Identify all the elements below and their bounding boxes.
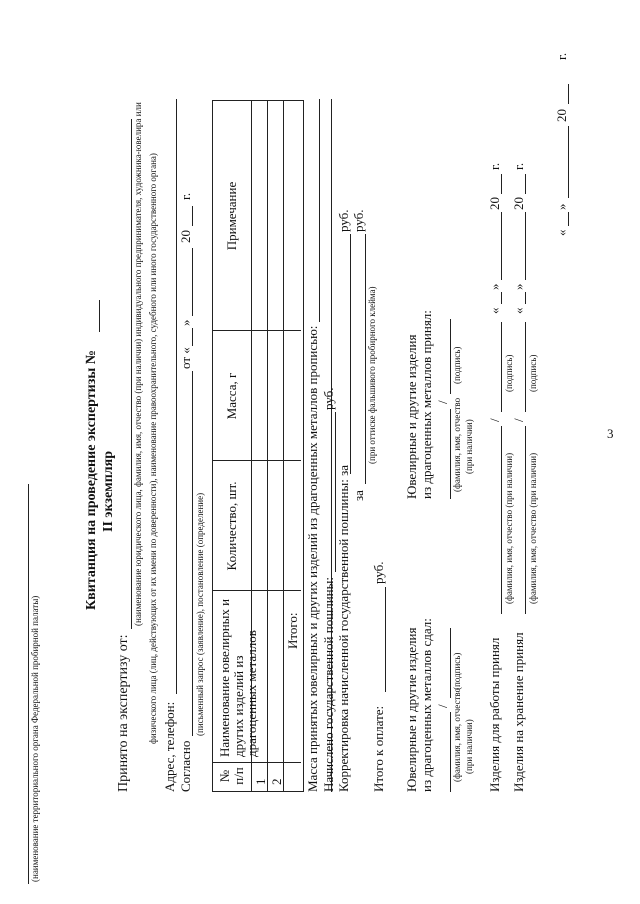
for-storage-slash: / bbox=[511, 418, 526, 422]
fee-correction-line-1 bbox=[350, 234, 351, 474]
handed-over-caption-sign: (подпись) bbox=[452, 652, 462, 690]
agreement-year-line bbox=[192, 206, 193, 226]
accepted-from-line bbox=[131, 119, 132, 629]
territorial-caption: (наименование территориального органа Федеральной пробирной палаты) bbox=[30, 595, 40, 882]
received-caption-name-2: (при наличии) bbox=[464, 419, 474, 474]
final-year-prefix: 20 bbox=[554, 109, 569, 122]
final-day-line bbox=[568, 212, 569, 226]
territorial-line bbox=[28, 484, 29, 884]
for-storage-label: Изделия на хранение принял bbox=[511, 632, 526, 792]
received-line-2: из драгоценных металлов принял: bbox=[419, 310, 434, 499]
total-payment-line bbox=[385, 587, 386, 692]
agreement-label: Согласно bbox=[178, 740, 193, 792]
agreement-year-suffix: г. bbox=[178, 192, 193, 200]
table-row-divider bbox=[267, 101, 268, 791]
for-work-date-open: « bbox=[487, 307, 502, 314]
for-work-caption-sign: (подпись) bbox=[504, 354, 514, 392]
fee-correction-rub-1: руб. bbox=[336, 209, 351, 232]
page-number: 3 bbox=[607, 426, 614, 441]
header-mass: Масса, г bbox=[224, 372, 239, 420]
agreement-caption: (письменный запрос (заявление), постановление (определение) bbox=[195, 492, 205, 736]
for-work-slash: / bbox=[487, 418, 502, 422]
for-storage-year-suffix: г. bbox=[511, 162, 526, 170]
for-work-caption-name: (фамилия, имя, отчество (при наличии) bbox=[504, 452, 514, 604]
handed-over-line-1: Ювелирные и другие изделия bbox=[404, 627, 419, 792]
mass-text: Масса принятых ювелирных и других изделий из драгоценных металлов прописью: bbox=[305, 325, 320, 792]
fee-accrued-label: Начислено государственной пошлины: bbox=[321, 577, 336, 792]
received-caption-sign: (подпись) bbox=[452, 346, 462, 384]
for-work-month-line bbox=[501, 212, 502, 280]
fee-accrued-rub: руб. bbox=[321, 387, 336, 410]
handed-over-caption-name: (фамилия, имя, отчество bbox=[452, 687, 462, 782]
for-work-year-prefix: 20 bbox=[487, 197, 502, 210]
fee-correction-line-2 bbox=[365, 234, 366, 484]
final-year-line bbox=[568, 84, 569, 104]
title-number-line bbox=[99, 300, 100, 332]
fee-correction-rub-2: руб. bbox=[351, 209, 366, 232]
fee-stamp-caption: (при оттиске фальшивого пробирного клейма) bbox=[367, 286, 377, 464]
fee-correction-label: Корректировка начисленной государственной пошлины: за bbox=[336, 465, 351, 792]
received-name-line bbox=[450, 409, 451, 499]
received-line-1: Ювелирные и другие изделия bbox=[404, 334, 419, 499]
final-date-close: » bbox=[554, 203, 569, 210]
header-name: Наименование ювелирных и других изделий из драгоценных металлов bbox=[217, 598, 260, 757]
for-storage-sign-line bbox=[525, 322, 526, 412]
agreement-quote-close: » bbox=[178, 319, 193, 326]
for-storage-month-line bbox=[525, 212, 526, 280]
table-row-number: 1 bbox=[253, 778, 268, 785]
handed-over-caption-name-2: (при наличии) bbox=[464, 719, 474, 774]
final-year-suffix: г. bbox=[554, 52, 569, 60]
total-payment-rub: руб. bbox=[371, 561, 386, 584]
for-storage-date-close: » bbox=[511, 283, 526, 290]
for-work-sign-line bbox=[501, 322, 502, 412]
for-storage-name-line bbox=[525, 426, 526, 614]
copy-label: II экземпляр bbox=[101, 451, 116, 532]
agreement-month-line bbox=[192, 248, 193, 316]
final-month-line bbox=[568, 126, 569, 198]
for-work-date-close: » bbox=[487, 283, 502, 290]
address-line bbox=[176, 99, 177, 694]
table-row-number: 2 bbox=[269, 778, 284, 785]
accepted-from-caption-1: (наименование юридического лица, фамилия, имя, отчество (при наличии) индивидуального предпринимателя, художника-ювелира или bbox=[133, 102, 143, 626]
handed-over-line-2: из драгоценных металлов сдал: bbox=[419, 618, 434, 792]
for-work-year-line bbox=[501, 174, 502, 194]
agreement-year-prefix: 20 bbox=[178, 230, 193, 243]
agreement-line bbox=[192, 371, 193, 736]
header-num: № п/п bbox=[217, 767, 246, 785]
for-work-day-line bbox=[501, 292, 502, 304]
address-label: Адрес, телефон: bbox=[162, 701, 177, 792]
mass-line-1 bbox=[319, 99, 320, 322]
for-storage-caption-sign: (подпись) bbox=[528, 354, 538, 392]
for-storage-caption-name: (фамилия, имя, отчество (при наличии) bbox=[528, 452, 538, 604]
table-row-divider bbox=[283, 101, 284, 791]
items-table bbox=[212, 100, 304, 792]
received-caption-name: (фамилия, имя, отчество bbox=[452, 397, 462, 492]
total-payment-label: Итого к оплате: bbox=[371, 705, 386, 792]
handed-over-name-line bbox=[450, 712, 451, 792]
table-col-divider bbox=[213, 762, 301, 763]
for-storage-year-prefix: 20 bbox=[511, 197, 526, 210]
header-note: Примечание bbox=[224, 181, 239, 251]
header-quantity: Количество, шт. bbox=[224, 481, 239, 571]
handed-over-sign-line bbox=[450, 628, 451, 698]
received-slash: / bbox=[435, 400, 450, 404]
handed-over-slash: / bbox=[435, 704, 450, 708]
received-sign-line bbox=[450, 319, 451, 394]
for-storage-day-line bbox=[525, 292, 526, 304]
for-storage-year-line bbox=[525, 174, 526, 194]
for-work-label: Изделия для работы принял bbox=[487, 637, 502, 792]
table-total-label: Итого: bbox=[285, 612, 300, 649]
final-date-open: « bbox=[554, 229, 569, 236]
agreement-from-label: от « bbox=[178, 347, 193, 369]
for-storage-date-open: « bbox=[511, 307, 526, 314]
form-title: Квитанция на проведение экспертизы № bbox=[84, 350, 99, 610]
for-work-year-suffix: г. bbox=[487, 162, 502, 170]
agreement-day-line bbox=[192, 328, 193, 346]
accepted-from-caption-2: физического лица (лиц, действующих от их имени по доверенности), наименование правоохранительного, судебного или иного государственного органа) bbox=[148, 153, 158, 744]
for-work-name-line bbox=[501, 426, 502, 614]
fee-correction-za: за bbox=[351, 490, 366, 501]
accepted-from-label: Принято на экспертизу от: bbox=[116, 634, 131, 792]
